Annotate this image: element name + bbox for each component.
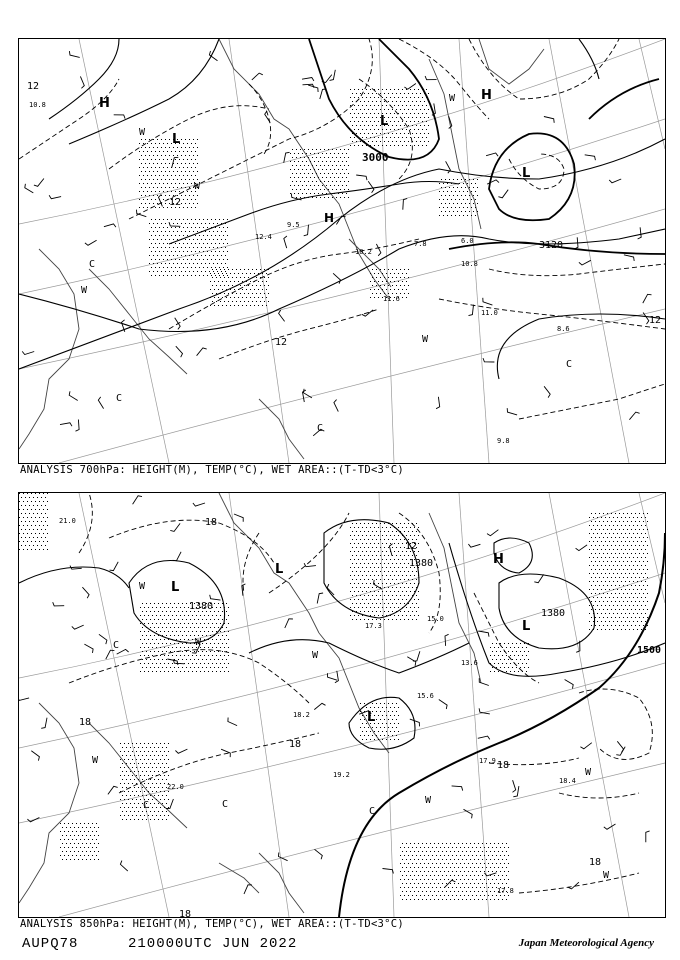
- pressure-system-label: L: [522, 619, 531, 634]
- station-value: 10.8: [29, 101, 46, 109]
- graticule: [19, 493, 665, 917]
- contour-label: 1380: [189, 601, 214, 612]
- temperature-marker: W: [425, 795, 432, 806]
- map-700hpa-canvas: [19, 39, 665, 463]
- product-id: AUPQ78: [22, 936, 79, 952]
- station-value: 10.8: [461, 260, 478, 268]
- temperature-marker: W: [194, 181, 201, 192]
- station-value: 6.0: [461, 237, 474, 245]
- contour-label: 1380: [409, 558, 434, 569]
- panel-caption-850hpa: ANALYSIS 850hPa: HEIGHT(M), TEMP(°C), WET AREA::(T-TD<3°C): [20, 918, 405, 930]
- pressure-system-label: H: [493, 552, 504, 567]
- station-value: 17.8: [497, 887, 514, 895]
- station-value: 18.2: [293, 711, 310, 719]
- station-value: 11.6: [383, 295, 400, 303]
- contour-label: 18: [497, 760, 510, 771]
- pressure-system-label: H: [324, 211, 335, 225]
- contour-label: 12: [649, 315, 662, 326]
- temperature-marker: C: [317, 423, 324, 434]
- temperature-marker: W: [139, 581, 146, 592]
- temperature-marker: C: [222, 799, 229, 810]
- station-value: 15.6: [417, 692, 434, 700]
- map-panel-850hpa: [18, 492, 666, 918]
- panel-caption-700hpa: ANALYSIS 700hPa: HEIGHT(M), TEMP(°C), WET AREA::(T-TD<3°C): [20, 464, 405, 476]
- station-value: 8.6: [557, 325, 570, 333]
- contour-label: 18: [289, 739, 302, 750]
- station-value: 15.0: [427, 615, 444, 623]
- contour-label: 18: [589, 857, 602, 868]
- temperature-marker: C: [566, 359, 573, 370]
- contour-label: 18: [79, 717, 92, 728]
- isotherms: [69, 493, 652, 893]
- station-value: 21.0: [59, 517, 76, 525]
- contour-label: 12: [275, 337, 288, 348]
- pressure-system-label: H: [481, 88, 492, 103]
- station-value: 9.8: [497, 437, 510, 445]
- temperature-marker: W: [312, 650, 319, 661]
- pressure-system-label: L: [172, 132, 181, 147]
- temperature-marker: C: [143, 800, 150, 811]
- temperature-marker: C: [116, 393, 123, 404]
- pressure-system-label: H: [99, 96, 110, 111]
- map-panel-700hpa: [18, 38, 666, 464]
- contour-label: 12: [27, 81, 40, 92]
- station-value: 10.2: [355, 248, 372, 256]
- contour-label: 1500: [637, 645, 662, 656]
- contour-label: 1380: [541, 608, 566, 619]
- map-850hpa-canvas: [19, 493, 665, 917]
- temperature-marker: C: [369, 806, 376, 817]
- coastline: [19, 493, 481, 913]
- wet-area-dots: [19, 493, 648, 900]
- contour-label: 12: [405, 541, 418, 552]
- temperature-marker: W: [139, 127, 146, 138]
- station-value: 9.5: [287, 221, 300, 229]
- pressure-system-label: L: [522, 166, 531, 181]
- pressure-system-label: L: [380, 114, 389, 129]
- pressure-system-label: L: [367, 710, 376, 725]
- pressure-system-label: L: [171, 580, 180, 595]
- station-value: 13.6: [461, 659, 478, 667]
- station-value: 17.9: [479, 757, 496, 765]
- temperature-marker: W: [585, 767, 592, 778]
- height-contours: [19, 520, 665, 917]
- station-value: 19.2: [333, 771, 350, 779]
- agency-credit: Japan Meteorological Agency: [518, 937, 654, 949]
- temperature-marker: W: [92, 755, 99, 766]
- station-value: 17.3: [365, 622, 382, 630]
- station-value: 11.0: [481, 309, 498, 317]
- coastline: [19, 39, 544, 459]
- contour-label: 3000: [362, 151, 389, 164]
- temperature-marker: W: [81, 285, 88, 296]
- contour-label: 12: [169, 197, 182, 208]
- station-value: 12.4: [255, 233, 272, 241]
- temperature-marker: W: [422, 334, 429, 345]
- contour-label: 18: [179, 909, 192, 917]
- contour-label: 3120: [539, 240, 564, 251]
- station-value: 18.4: [559, 777, 576, 785]
- valid-time: 210000UTC JUN 2022: [128, 936, 298, 952]
- contour-label: 18: [205, 517, 218, 528]
- wind-barbs: [19, 496, 650, 894]
- temperature-marker: C: [89, 259, 96, 270]
- pressure-system-label: L: [275, 562, 284, 577]
- station-value: 22.0: [167, 783, 184, 791]
- temperature-marker: W: [603, 870, 610, 881]
- station-value: 7.8: [414, 240, 427, 248]
- temperature-marker: W: [195, 637, 202, 648]
- temperature-marker: W: [449, 93, 456, 104]
- temperature-marker: C: [113, 640, 120, 651]
- wet-area-stipple: [114, 184, 120, 190]
